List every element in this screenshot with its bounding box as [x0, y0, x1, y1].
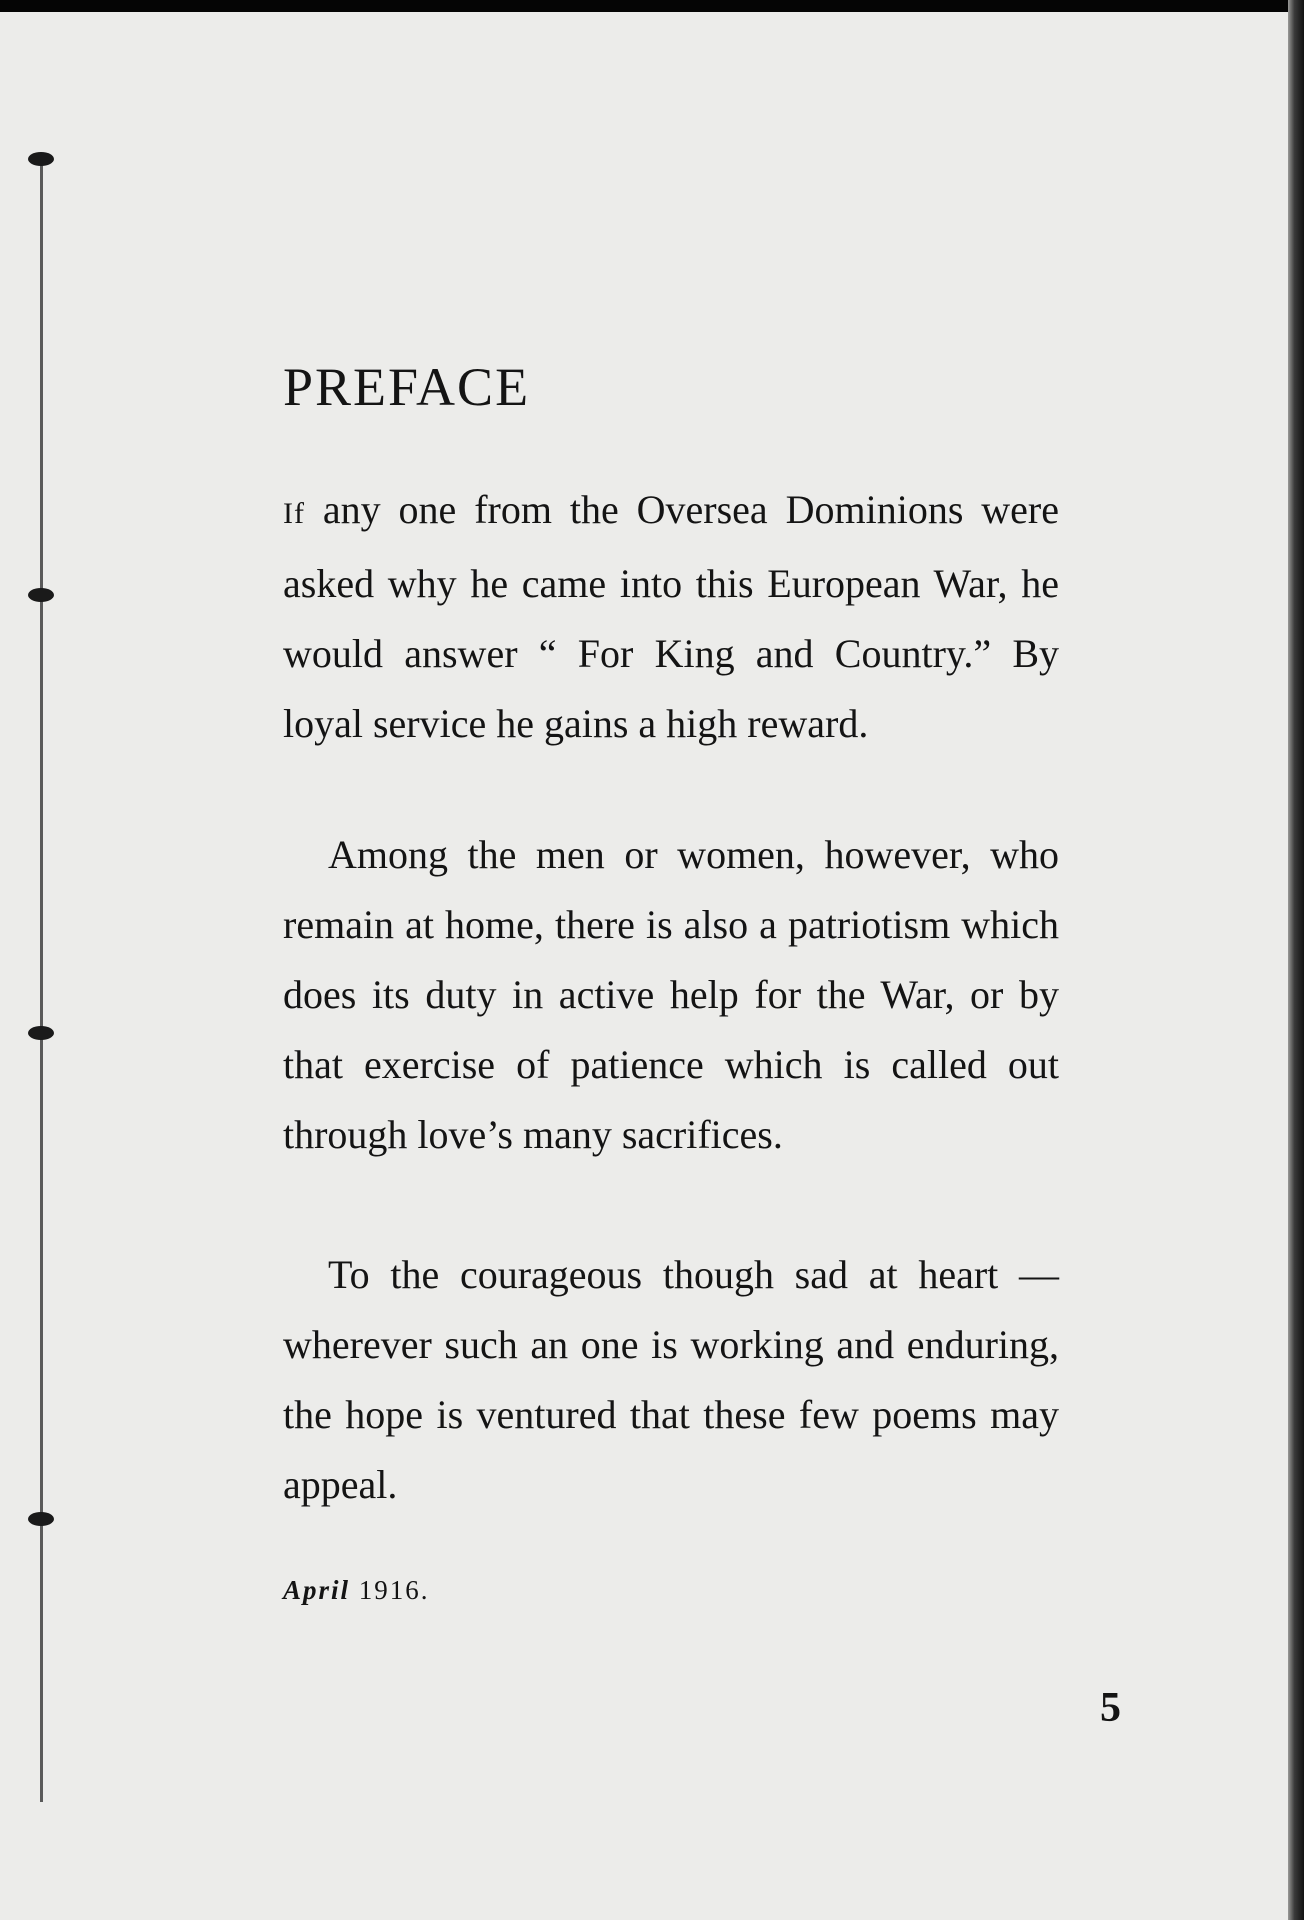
binding-knot [28, 1512, 54, 1526]
preface-paragraph-3: To the courageous though sad at heart —wherever such an one is working and enduring, the hope is ventured that these few poems may appeal. [283, 1252, 1059, 1507]
page-title: PREFACE [283, 357, 531, 417]
preface-paragraph-1 [283, 475, 1059, 759]
book-page [0, 12, 1288, 1920]
paragraph-1-text: any one from the Oversea Dominions were asked why he came into this European War, he would answer “ For King and Country.” By loyal service he gains a high reward. [283, 487, 1059, 746]
preface-paragraph-2: Among the men or women, however, who remain at home, there is also a patriotism which does its duty in active help for the War, or by that exercise of patience which is called out through love’s many sacrifices. [283, 832, 1059, 1157]
binding-thread [40, 162, 43, 1802]
dateline-year: 1916. [358, 1575, 430, 1605]
top-page-edge [0, 0, 1304, 12]
dateline [283, 1575, 430, 1606]
binding-knot [28, 152, 54, 166]
dateline-month: April [283, 1575, 351, 1605]
binding-knot [28, 588, 54, 602]
page-number: 5 [1100, 1685, 1121, 1731]
binding-knot [28, 1026, 54, 1040]
right-page-edge [1288, 0, 1304, 1920]
binding-stitch [0, 12, 80, 1920]
drop-cap-word: If [283, 497, 305, 530]
